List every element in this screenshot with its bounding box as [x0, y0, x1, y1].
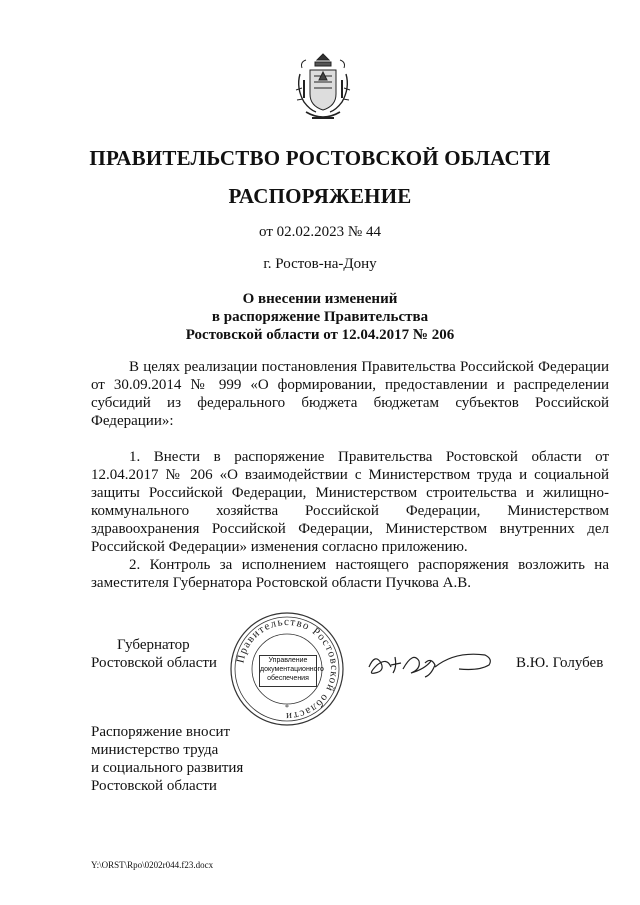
- governor-position: [91, 636, 231, 672]
- document-type: РАСПОРЯЖЕНИЕ: [228, 184, 412, 208]
- submitter-line-2: министерство труда: [91, 742, 219, 758]
- stamp-inner-line-3: обеспечения: [267, 675, 309, 682]
- stamp-outer-text: Правительство Ростовской области: [234, 615, 341, 723]
- stamp-inner-line-2: документационного: [260, 666, 324, 673]
- position-line-1: Губернатор: [117, 637, 190, 653]
- position-line-2: Ростовской области: [91, 655, 217, 671]
- submitter-line-1: Распоряжение вносит: [91, 724, 231, 740]
- file-path: Y:\ORST\Rpo\0202r044.f23.docx: [91, 860, 214, 870]
- government-title: ПРАВИТЕЛЬСТВО РОСТОВСКОЙ ОБЛАСТИ: [89, 146, 551, 170]
- stamp-inner-line-1: Управление: [268, 657, 308, 664]
- official-stamp: [229, 611, 345, 727]
- subject-line-2: в распоряжение Правительства: [211, 309, 429, 325]
- date-number: от 02.02.2023 № 44: [259, 224, 381, 240]
- subject-line-1: О внесении изменений: [242, 291, 398, 307]
- svg-text:*: *: [285, 703, 289, 712]
- body-text: [91, 358, 609, 592]
- submitter-line-4: Ростовской области: [91, 778, 217, 794]
- coat-of-arms-icon: [292, 50, 354, 128]
- stamp-inner-box: [259, 655, 324, 687]
- submitter-line-3: и социального развития: [91, 760, 244, 776]
- preamble: В целях реализации постановления Правительства Российской Федерации от 30.09.2014 № 999 «О формировании, предоставлении и распределении субсидий из федерального бюджета бюджетам субъектов Российской Федерации»:: [91, 359, 609, 429]
- handwritten-signature: [365, 645, 495, 683]
- subject-block: [0, 290, 640, 344]
- submitter-block: [91, 723, 311, 795]
- subject-line-3: Ростовской области от 12.04.2017 № 206: [185, 327, 455, 343]
- city: г. Ростов-на-Дону: [263, 256, 377, 272]
- item-2: 2. Контроль за исполнением настоящего распоряжения возложить на заместителя Губернатора Ростовской области Пучкова А.В.: [91, 557, 609, 591]
- item-1: 1. Внести в распоряжение Правительства Ростовской области от 12.04.2017 № 206 «О взаимодействии с Министерством труда и социальной защиты Российской Федерации, Министерством строительства и жилищно-коммунального хозяйства Российской Федерации, Министерством здравоохранения Российской Федерации, Министерством внутренних дел Российской Федерации» изменения согласно приложению.: [91, 449, 609, 555]
- governor-name: В.Ю. Голубев: [516, 655, 604, 671]
